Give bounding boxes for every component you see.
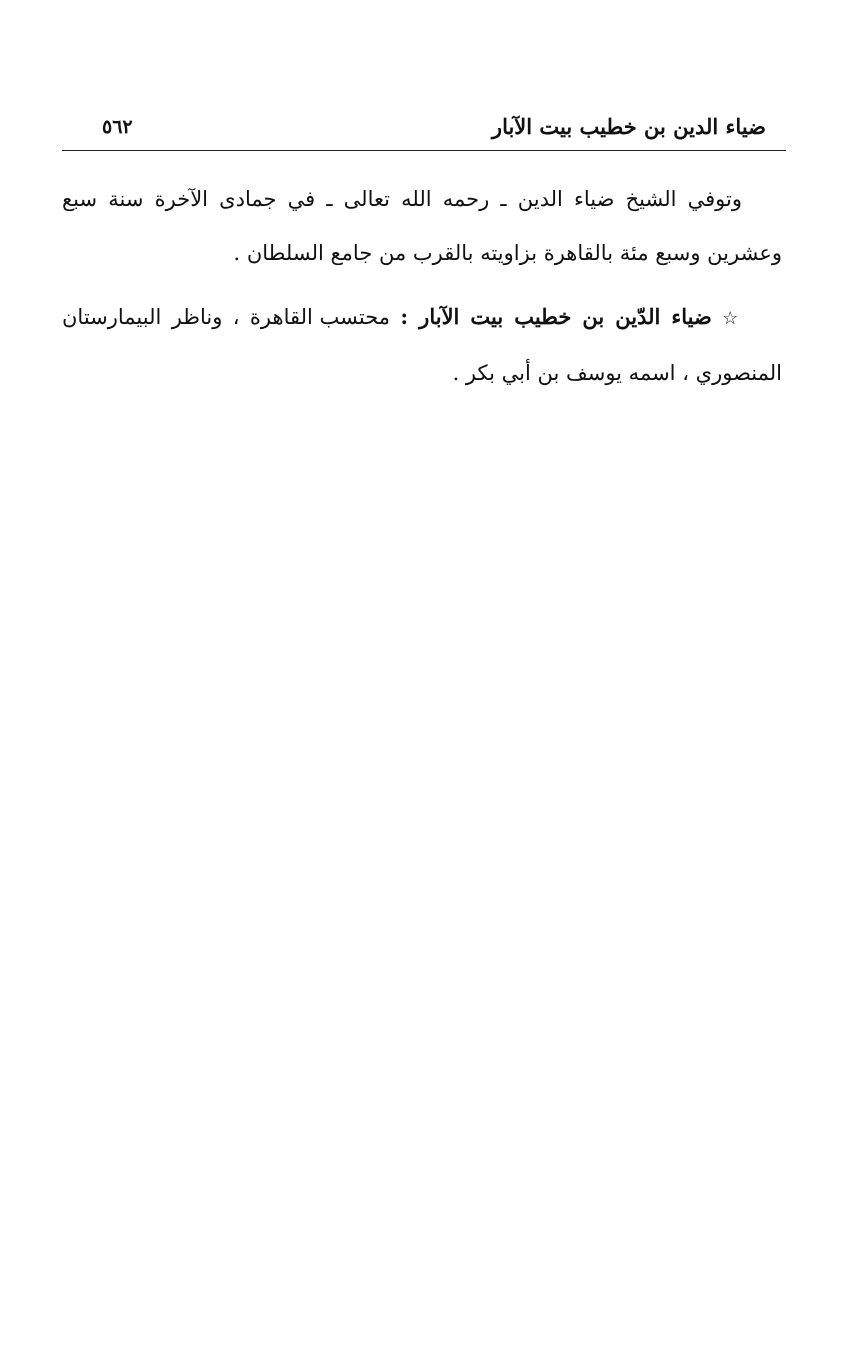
death-paragraph: وتوفي الشيخ ضياء الدين ـ رحمه الله تعالى ـ في جمادى الآخرة سنة سبع وعشرين وسبع مئة بالقاهرة بزاويته بالقرب من جامع السلطان . (62, 187, 782, 265)
entry-star-icon: ☆ (722, 308, 743, 329)
running-header-title: ضياء الدين بن خطيب بيت الآبار (491, 114, 766, 139)
running-header (62, 108, 786, 151)
biography-entry (62, 290, 782, 400)
entry-heading: ضياء الدّين بن خطيب بيت الآبار : (400, 304, 712, 329)
page-number: ٥٦٢ (102, 116, 133, 138)
entry-text: محتسب القاهرة ، وناظر البيمارستان المنصوري ، اسمه يوسف بن أبي بكر . (62, 305, 782, 385)
body-text (62, 172, 782, 410)
